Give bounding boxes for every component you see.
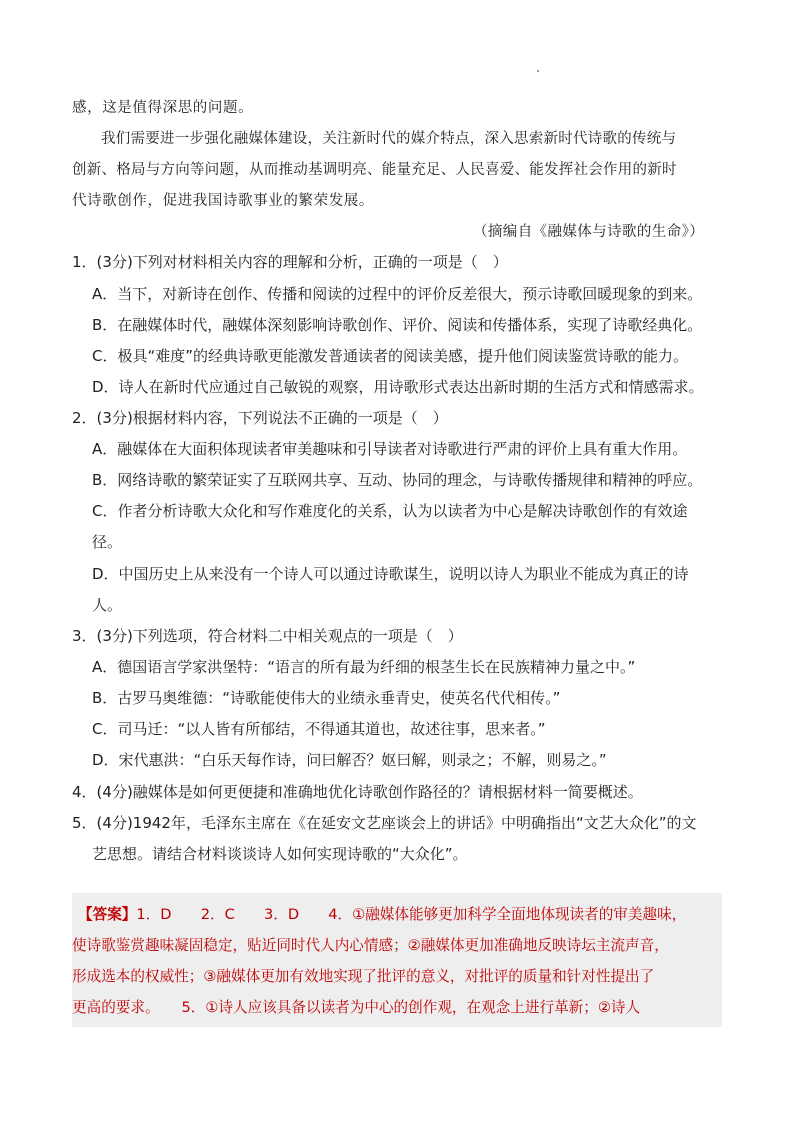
question-5-stem: 5．(4分)1942年，毛泽东主席在《在延安文艺座谈会上的讲话》中明确指出“文艺大众化”的文 bbox=[72, 814, 697, 832]
passage-source: （摘编自《融媒体与诗歌的生命》） bbox=[473, 224, 705, 240]
question-1-stem: 1．(3分)下列对材料相关内容的理解和分析，正确的一项是（ ） bbox=[72, 253, 508, 271]
answer-line-1-text: 1．D 2．C 3．D 4．①融媒体能够更加科学全面地体现读者的审美趣味， bbox=[136, 906, 687, 923]
passage-line-3: 创新、格局与方向等问题，从而推动基调明亮、能量充足、人民喜爱、能发挥社会作用的新时 bbox=[72, 162, 677, 178]
question-3-option-d: D．宋代惠洪：“白乐天每作诗，问曰解否？妪曰解，则录之；不解，则易之。” bbox=[92, 751, 607, 769]
answer-line-1 bbox=[78, 903, 686, 924]
question-3-option-a: A．德国语言学家洪堡特：“语言的所有最为纤细的根茎生长在民族精神力量之中。” bbox=[92, 658, 636, 676]
passage-line-4: 代诗歌创作，促进我国诗歌事业的繁荣发展。 bbox=[72, 193, 374, 209]
question-2-option-d: D．中国历史上从来没有一个诗人可以通过诗歌谋生，说明以诗人为职业不能成为真正的诗 bbox=[92, 565, 689, 583]
question-4-stem: 4．(4分)融媒体是如何更便捷和准确地优化诗歌创作路径的？请根据材料一简要概述。 bbox=[72, 783, 643, 801]
question-3-option-b: B．古罗马奥维德：“诗歌能使伟大的业绩永垂青史，使英名代代相传。” bbox=[92, 689, 561, 707]
answer-label: 【答案】 bbox=[78, 906, 137, 923]
question-2-stem: 2．(3分)根据材料内容，下列说法不正确的一项是（ ） bbox=[72, 409, 448, 427]
answer-line-4: 更高的要求。 5．①诗人应该具备以读者为中心的创作观，在观念上进行革新；②诗人 bbox=[72, 999, 641, 1016]
question-2-option-a: A．融媒体在大面积体现读者审美趣味和引导读者对诗歌进行严肃的评价上具有重大作用。 bbox=[92, 440, 688, 458]
question-1-option-b: B．在融媒体时代，融媒体深刻影响诗歌创作、评价、阅读和传播体系，实现了诗歌经典化。 bbox=[92, 316, 703, 334]
question-3-option-c: C．司马迁：“以人皆有所郁结，不得通其道也，故述往事，思来者。” bbox=[92, 720, 546, 738]
question-2-option-c-cont: 径。 bbox=[92, 533, 123, 551]
question-3-stem: 3．(3分)下列选项，符合材料二中相关观点的一项是（ ） bbox=[72, 627, 463, 645]
question-2-option-c: C．作者分析诗歌大众化和写作难度化的关系，认为以读者为中心是解决诗歌创作的有效途 bbox=[92, 502, 688, 520]
question-1-option-c: C．极具“难度”的经典诗歌更能激发普通读者的阅读美感，提升他们阅读鉴赏诗歌的能力。 bbox=[92, 347, 689, 365]
answer-line-3: 形成选本的权威性；③融媒体更加有效地实现了批评的意义，对批评的质量和针对性提出了 bbox=[72, 968, 655, 985]
answer-line-2: 使诗歌鉴赏趣味凝固稳定，贴近同时代人内心情感；②融媒体更加准确地反映诗坛主流声音， bbox=[72, 937, 669, 954]
question-2-option-d-cont: 人。 bbox=[92, 596, 123, 614]
answer-box bbox=[72, 893, 722, 1027]
question-1-option-d: D．诗人在新时代应通过自己敏锐的观察，用诗歌形式表达出新时期的生活方式和情感需求。 bbox=[92, 378, 704, 396]
question-2-option-b: B．网络诗歌的繁荣证实了互联网共享、互动、协同的理念，与诗歌传播规律和精神的呼应。 bbox=[92, 471, 703, 489]
passage-line-1: 感，这是值得深思的问题。 bbox=[72, 100, 254, 116]
question-5-stem-cont: 艺思想。请结合材料谈谈诗人如何实现诗歌的“大众化”。 bbox=[92, 845, 468, 863]
page-mark bbox=[537, 70, 539, 72]
passage-line-2: 我们需要进一步强化融媒体建设，关注新时代的媒介特点，深入思索新时代诗歌的传统与 bbox=[101, 131, 677, 147]
question-1-option-a: A．当下，对新诗在创作、传播和阅读的过程中的评价反差很大，预示诗歌回暖现象的到来。 bbox=[92, 285, 703, 303]
